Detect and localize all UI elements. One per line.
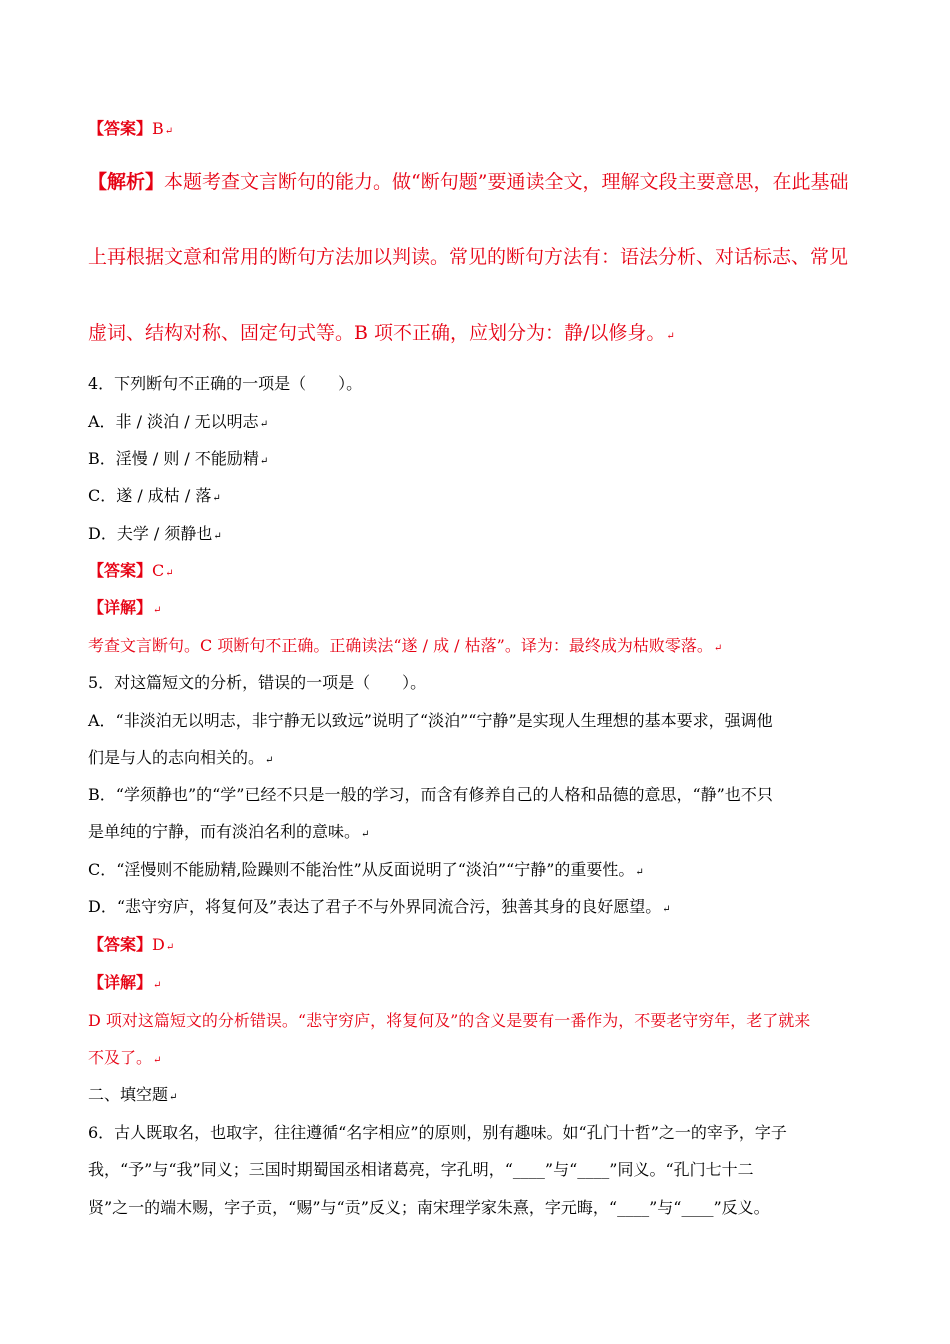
option-text: C．遂 / 成枯 / 落 (88, 486, 212, 505)
detail-text: 不及了。 (88, 1048, 153, 1067)
question-text: 我，“予”与“我”同义；三国时期蜀国丞相诸葛亮，字孔明，“____”与“____”同义。“孔门七十二 (88, 1160, 754, 1179)
paragraph-mark: ↵ (361, 829, 370, 840)
q4-detail-tag (88, 598, 161, 621)
option-text: D．夫学 / 须静也 (88, 524, 213, 543)
option-text: A．非 / 淡泊 / 无以明志 (88, 412, 259, 431)
paragraph-mark: ↵ (666, 331, 675, 342)
paragraph-mark: ↵ (153, 605, 162, 616)
paragraph-mark: ↵ (165, 942, 175, 953)
q4-option-c (88, 486, 221, 509)
question-text: 贤”之一的端木赐，字子贡，“赐”与“贡”反义；南宋理学家朱熹，字元晦，“____”与“____”反义。 (88, 1198, 770, 1217)
analysis-text: 上再根据文意和常用的断句方法加以判读。常见的断句方法有：语法分析、对话标志、常见 (88, 246, 849, 268)
q5-stem (88, 673, 426, 693)
answer-value: C (152, 561, 165, 580)
q6-line-2 (88, 1160, 754, 1180)
option-text: D．“悲守穷庐，将复何及”表达了君子不与外界同流合污，独善其身的良好愿望。 (88, 897, 662, 916)
q6-line-3 (88, 1198, 770, 1218)
detail-text: D 项对这篇短文的分析错误。“悲守穷庐，将复何及”的含义是要有一番作为，不要老守穷年，老了就来 (88, 1011, 811, 1030)
answer-tag: 【答案】 (88, 935, 153, 954)
paragraph-mark: ↵ (169, 1092, 178, 1103)
q5-detail-line-2 (88, 1048, 161, 1071)
section-heading (88, 1085, 177, 1108)
q4-stem (88, 374, 362, 394)
q5-detail-line-1 (88, 1011, 810, 1031)
question-stem: 5．对这篇短文的分析，错误的一项是（ ）。 (88, 673, 427, 692)
q3-analysis-line-3 (88, 321, 675, 349)
paragraph-mark: ↵ (713, 643, 723, 654)
q4-option-b (88, 449, 268, 472)
q5-option-d (88, 897, 671, 920)
analysis-tag: 【解析】 (88, 171, 165, 193)
q4-answer (88, 561, 174, 584)
q3-analysis-line-1 (88, 170, 848, 194)
option-text: A．“非淡泊无以明志，非宁静无以致远”说明了“淡泊”“宁静”是实现人生理想的基本要求，强调他 (88, 711, 773, 730)
paragraph-mark: ↵ (153, 980, 162, 991)
detail-text: 考查文言断句。C 项断句不正确。正确读法“遂 / 成 / 枯落”。译为：最终成为枯败零落。 (88, 636, 713, 655)
q5-option-b-line-2 (88, 822, 369, 845)
answer-tag: 【答案】 (88, 119, 153, 138)
option-text: 是单纯的宁静，而有淡泊名利的意味。 (88, 822, 361, 841)
section-heading-text: 二、填空题 (88, 1085, 169, 1104)
paragraph-mark: ↵ (164, 126, 174, 137)
q5-option-a-line-2 (88, 748, 273, 771)
question-stem: 4．下列断句不正确的一项是（ ）。 (88, 374, 363, 393)
paragraph-mark: ↵ (265, 755, 274, 766)
option-text: C．“淫慢则不能励精,险躁则不能治性”从反面说明了“淡泊”“宁静”的重要性。 (88, 860, 635, 879)
q5-detail-tag (88, 973, 161, 996)
detail-tag: 【详解】 (88, 598, 153, 617)
analysis-text: 虚词、结构对称、固定句式等。B 项不正确，应划分为：静/以修身。 (88, 322, 666, 344)
option-text: B．淫慢 / 则 / 不能励精 (88, 449, 259, 468)
paragraph-mark: ↵ (635, 867, 644, 878)
paragraph-mark: ↵ (662, 904, 671, 915)
q3-answer (88, 119, 173, 142)
paragraph-mark: ↵ (213, 531, 222, 542)
q5-option-c (88, 860, 644, 883)
q4-option-d (88, 524, 222, 547)
answer-value: B (152, 119, 164, 138)
q5-option-a-line-1 (88, 711, 773, 731)
q4-detail-text (88, 636, 722, 659)
paragraph-mark: ↵ (165, 568, 174, 579)
q5-option-b-line-1 (88, 785, 773, 805)
option-text: B．“学须静也”的“学”已经不只是一般的学习，而含有修养自己的人格和品德的意思，“静”也不只 (88, 785, 773, 804)
paragraph-mark: ↵ (259, 456, 269, 467)
analysis-text: 本题考查文言断句的能力。做“断句题”要通读全文，理解文段主要意思，在此基础 (164, 171, 849, 193)
paragraph-mark: ↵ (212, 493, 221, 504)
answer-tag: 【答案】 (88, 561, 153, 580)
detail-tag: 【详解】 (88, 973, 153, 992)
q3-analysis-line-2 (88, 245, 848, 269)
q6-line-1 (88, 1123, 787, 1143)
option-text: 们是与人的志向相关的。 (88, 748, 265, 767)
question-text: 6．古人既取名，也取字，往往遵循“名字相应”的原则，别有趣味。如“孔门十哲”之一的宰予，字子 (88, 1123, 787, 1142)
paragraph-mark: ↵ (259, 419, 269, 430)
q4-option-a (88, 412, 268, 435)
answer-value: D (152, 935, 165, 954)
paragraph-mark: ↵ (153, 1055, 162, 1066)
q5-answer (88, 935, 174, 958)
